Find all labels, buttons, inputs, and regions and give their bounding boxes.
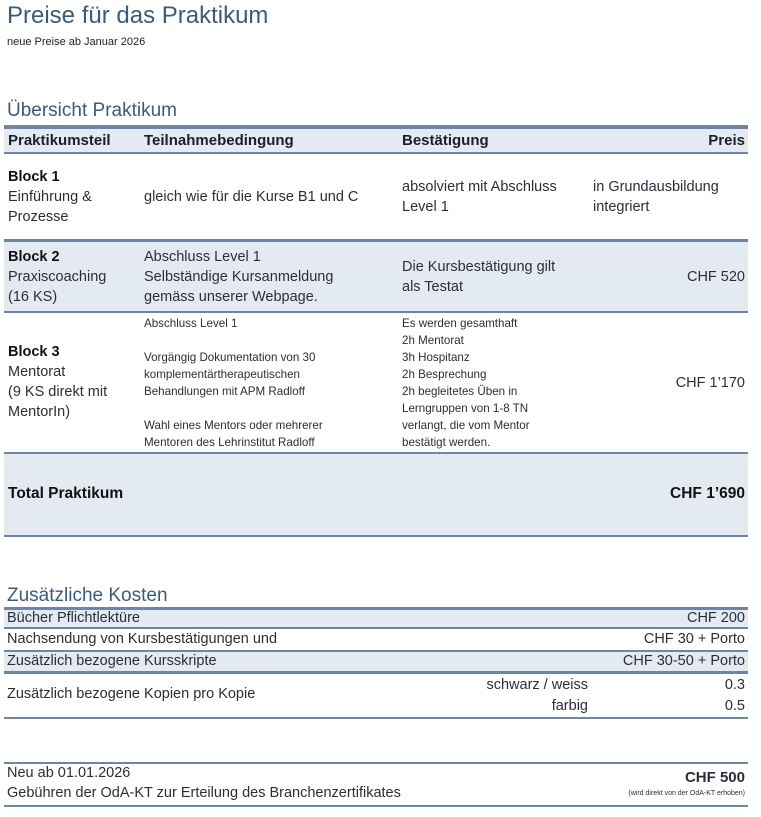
extra-row-label: Zusätzlich bezogene Kursskripte	[7, 653, 217, 669]
block3-name: Block 3	[8, 344, 60, 360]
block1-price-line: in Grundausbildung	[593, 179, 719, 195]
block3-condition-line: Abschluss Level 1	[144, 317, 238, 330]
block1-condition: gleich wie für die Kurse B1 und C	[144, 189, 359, 205]
block3-desc-line: MentorIn)	[8, 404, 71, 420]
column-header-price: Preis	[708, 132, 745, 149]
block2-desc-line: (16 KS)	[8, 289, 58, 305]
divider	[4, 311, 748, 313]
table-header-band	[4, 129, 748, 152]
copies-label: Zusätzlich bezogene Kopien pro Kopie	[7, 686, 256, 702]
divider	[4, 805, 748, 807]
block3-condition-line	[144, 400, 323, 417]
block1-confirmation-line: Level 1	[402, 199, 449, 215]
block1-desc-line: Prozesse	[8, 209, 69, 225]
fee-line-2: Gebühren der OdA-KT zur Erteilung des Branchenzertifikates	[7, 785, 401, 801]
block2-band	[4, 242, 748, 311]
block3-condition-line: Wahl eines Mentors oder mehrerer	[144, 419, 323, 432]
copies-option-price: 0.3	[724, 677, 745, 693]
divider	[4, 717, 748, 719]
column-header-part: Praktikumsteil	[8, 132, 111, 149]
block3-price: CHF 1’170	[675, 375, 745, 391]
extra-row-label: Bücher Pflichtlektüre	[7, 610, 140, 626]
extra-row-price: CHF 30 + Porto	[643, 631, 745, 647]
overview-title: Übersicht Praktikum	[7, 100, 177, 121]
block3-confirmation-line: 2h Besprechung	[402, 368, 487, 381]
column-header-condition: Teilnahmebedingung	[144, 132, 294, 149]
block3-confirmation-line: Lerngruppen von 1-8 TN	[402, 402, 529, 415]
block3-condition-line: Vorgängig Dokumentation von 30	[144, 351, 316, 364]
column-header-confirmation: Bestätigung	[402, 132, 489, 149]
total-label: Total Praktikum	[8, 485, 124, 502]
block3-desc-line: (9 KS direkt mit	[8, 384, 108, 400]
divider	[4, 671, 748, 674]
block3-confirmation-line: 2h Mentorat	[402, 334, 464, 347]
block1-name: Block 1	[8, 169, 60, 185]
block3-condition-line: Behandlungen mit APM Radloff	[144, 385, 305, 398]
page-title: Preise für das Praktikum	[7, 2, 269, 29]
block2-condition-line: Abschluss Level 1	[144, 249, 261, 265]
divider	[4, 762, 748, 764]
divider	[4, 152, 748, 154]
divider	[4, 535, 748, 537]
block2-desc-line: Praxiscoaching	[8, 269, 107, 285]
block1-price-line: integriert	[593, 199, 650, 215]
block3-desc-line: Mentorat	[8, 364, 66, 380]
fee-note: (wird direkt von der OdA-KT erhoben)	[628, 790, 745, 797]
extra-row-price: CHF 30-50 + Porto	[622, 653, 745, 669]
block1-desc-line: Einführung &	[8, 189, 92, 205]
block2-condition-line: gemäss unserer Webpage.	[144, 289, 318, 305]
block2-condition-line: Selbständige Kursanmeldung	[144, 269, 334, 285]
divider	[4, 627, 748, 629]
block2-confirmation-line: Die Kursbestätigung gilt	[402, 259, 556, 275]
block3-condition-line: Mentoren des Lehrinstitut Radloff	[144, 436, 315, 449]
block2-price: CHF 520	[686, 269, 745, 285]
block3-confirmation-line: 2h begleitetes Üben in	[402, 385, 518, 398]
block3-condition-line: komplementärtherapeutischen	[144, 368, 300, 381]
extra-costs-title: Zusätzliche Kosten	[7, 585, 168, 606]
fee-price: CHF 500	[684, 769, 745, 786]
fee-line-1: Neu ab 01.01.2026	[7, 765, 131, 781]
copies-option-price: 0.5	[724, 698, 745, 714]
block2-confirmation-line: als Testat	[402, 279, 463, 295]
block3-confirmation-line: 3h Hospitanz	[402, 351, 470, 364]
block3-condition-line	[144, 332, 323, 349]
block1-confirmation-line: absolviert mit Abschluss	[402, 179, 557, 195]
total-price: CHF 1’690	[670, 485, 745, 502]
extra-row-price: CHF 200	[686, 610, 745, 626]
block2-name: Block 2	[8, 249, 60, 265]
copies-option-name: schwarz / weiss	[486, 677, 588, 693]
block3-confirmation-line: bestätigt werden.	[402, 436, 491, 449]
block3-confirmation-line: Es werden gesamthaft	[402, 317, 518, 330]
extra-row-label: Nachsendung von Kursbestätigungen und	[7, 631, 278, 647]
block3-confirmation-line: verlangt, die vom Mentor	[402, 419, 530, 432]
copies-option-name: farbig	[551, 698, 588, 714]
page-subtitle: neue Preise ab Januar 2026	[7, 36, 146, 48]
